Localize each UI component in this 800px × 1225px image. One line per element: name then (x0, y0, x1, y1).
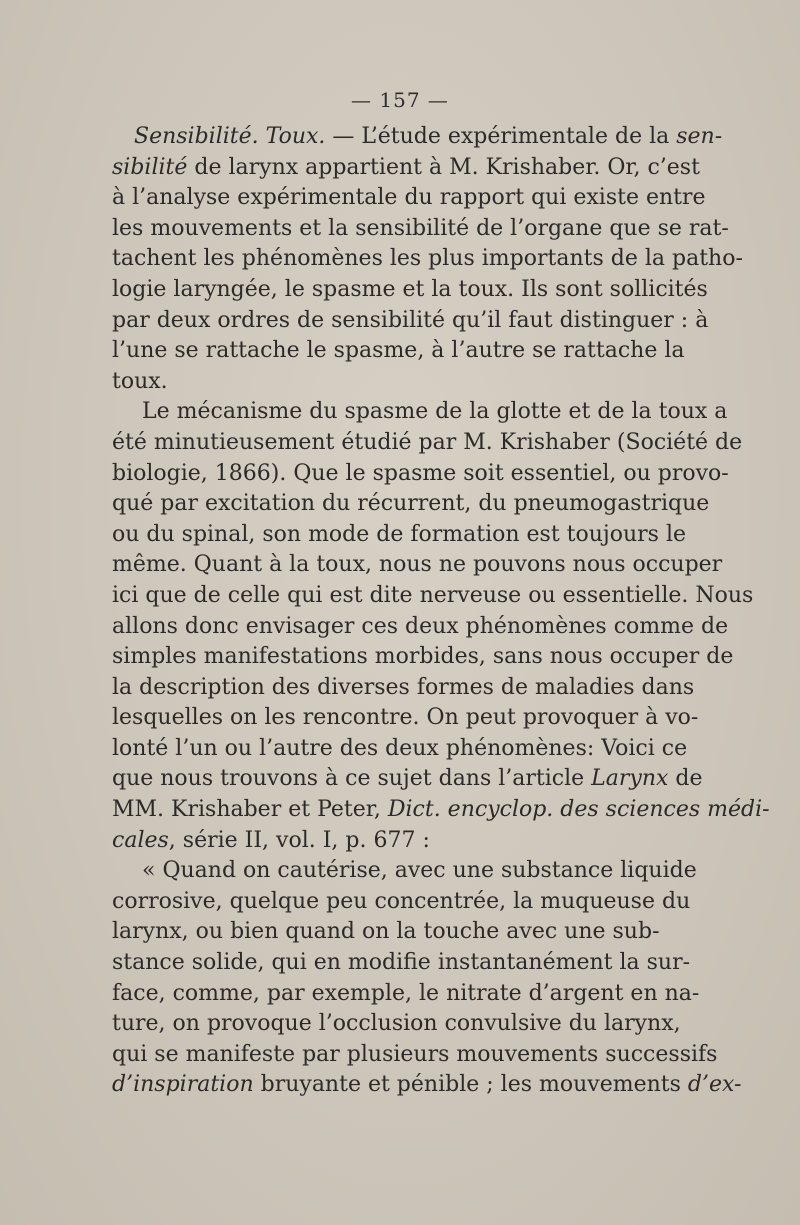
text-line (112, 703, 699, 734)
text-line (112, 673, 695, 704)
text-line (112, 244, 743, 275)
italic-text: d’inspiration (112, 1072, 254, 1098)
text-run: face, comme, par exemple, le nitrate d’argent en na- (112, 980, 700, 1006)
text-run: par deux ordres de sensibilité qu’il faut distinguer : à (112, 307, 709, 333)
text-run: même. Quant à la toux, nous ne pouvons nous occuper (112, 552, 723, 578)
text-run: larynx, ou bien quand on la touche avec une sub- (112, 919, 660, 945)
text-line (112, 1040, 718, 1071)
italic-text: Dict. encyclop. des sciences médi- (387, 797, 770, 823)
text-line (112, 367, 642, 398)
text-line (112, 979, 700, 1010)
text-run: ici que de celle qui est dite nerveuse ou essentielle. Nous (112, 582, 754, 608)
italic-text: Larynx (591, 766, 669, 792)
text-run: que nous trouvons à ce sujet dans l’article (112, 766, 592, 792)
text-line (112, 397, 728, 428)
text-line (112, 642, 734, 673)
text-line (112, 459, 729, 490)
text-run: ture, on provoque l’occlusion convulsive du larynx, (112, 1011, 681, 1037)
text-run: — L’étude expérimentale de la (325, 124, 677, 149)
text-run: toux. (112, 368, 168, 394)
text-line (112, 734, 688, 765)
text-run: qui se manifeste par plusieurs mouvements successifs (112, 1041, 718, 1067)
text-run: « Quand on cautérise, avec une substance liquide (142, 858, 697, 884)
italic-text: sibilité (112, 154, 188, 180)
text-run: Le mécanisme du spasme de la glotte et de la toux a (142, 399, 728, 425)
text-line (112, 214, 729, 245)
text-run: qué par excitation du récurrent, du pneumogastrique (112, 491, 710, 517)
paragraph (112, 856, 742, 1101)
text-run: ou du spinal, son mode de formation est toujours le (112, 521, 687, 547)
text-line (112, 826, 642, 857)
text-run: bruyante et pénible ; les mouvements (253, 1072, 688, 1098)
text-line (112, 1070, 742, 1101)
text-line (112, 856, 697, 887)
text-line (112, 153, 700, 184)
text-line (112, 948, 691, 979)
text-run: été minutieusement étudié par M. Krishaber (Société de (112, 429, 743, 455)
text-run: l’une se rattache le spasme, à l’autre se rattache la (112, 338, 685, 364)
text-run: de (668, 766, 703, 792)
text-run: tachent les phénomènes les plus importants de la patho- (112, 246, 743, 272)
text-line (112, 887, 691, 918)
text-run: MM. Krishaber et Peter, (112, 797, 388, 823)
text-line (112, 520, 687, 551)
text-line (112, 1009, 681, 1040)
text-line (112, 612, 729, 643)
text-line (112, 764, 703, 795)
text-run: lonté l’un ou l’autre des deux phénomènes: Voici ce (112, 735, 688, 761)
text-run: les mouvements et la sensibilité de l’organe que se rat- (112, 215, 729, 241)
text-run: à l’analyse expérimentale du rapport qui existe entre (112, 185, 706, 211)
text-run: de larynx appartient à M. Krishaber. Or, c’est (187, 154, 700, 180)
text-line (112, 336, 685, 367)
text-line (112, 550, 723, 581)
text-run: lesquelles on les rencontre. On peut provoquer à vo- (112, 705, 699, 731)
page-number: — 157 — (351, 88, 449, 112)
text-line (112, 428, 743, 459)
text-run: , série II, vol. I, p. 677 : (168, 827, 430, 853)
text-line (112, 275, 708, 306)
body-text (112, 122, 770, 1101)
text-line (112, 306, 709, 337)
italic-text: Sensibilité. Toux. (134, 124, 326, 149)
italic-text: d’ex- (687, 1072, 742, 1098)
paragraph (112, 122, 743, 397)
text-line (112, 795, 770, 826)
text-run: biologie, 1866). Que le spasme soit essentiel, ou provo- (112, 460, 729, 486)
italic-text: cales (112, 827, 169, 853)
text-run: simples manifestations morbides, sans nous occuper de (112, 644, 734, 670)
italic-text: sen- (676, 124, 723, 149)
text-line (112, 917, 660, 948)
paragraph (112, 397, 770, 856)
text-run: stance solide, qui en modifie instantanément la sur- (112, 950, 691, 976)
text-run: logie laryngée, le spasme et la toux. Ils sont sollicités (112, 276, 708, 302)
text-line (112, 183, 706, 214)
text-run: corrosive, quelque peu concentrée, la muqueuse du (112, 888, 691, 914)
text-line (112, 122, 723, 153)
text-run: allons donc envisager ces deux phénomènes comme de (112, 613, 729, 639)
text-run: la description des diverses formes de maladies dans (112, 674, 695, 700)
text-line (112, 489, 710, 520)
text-line (112, 581, 754, 612)
